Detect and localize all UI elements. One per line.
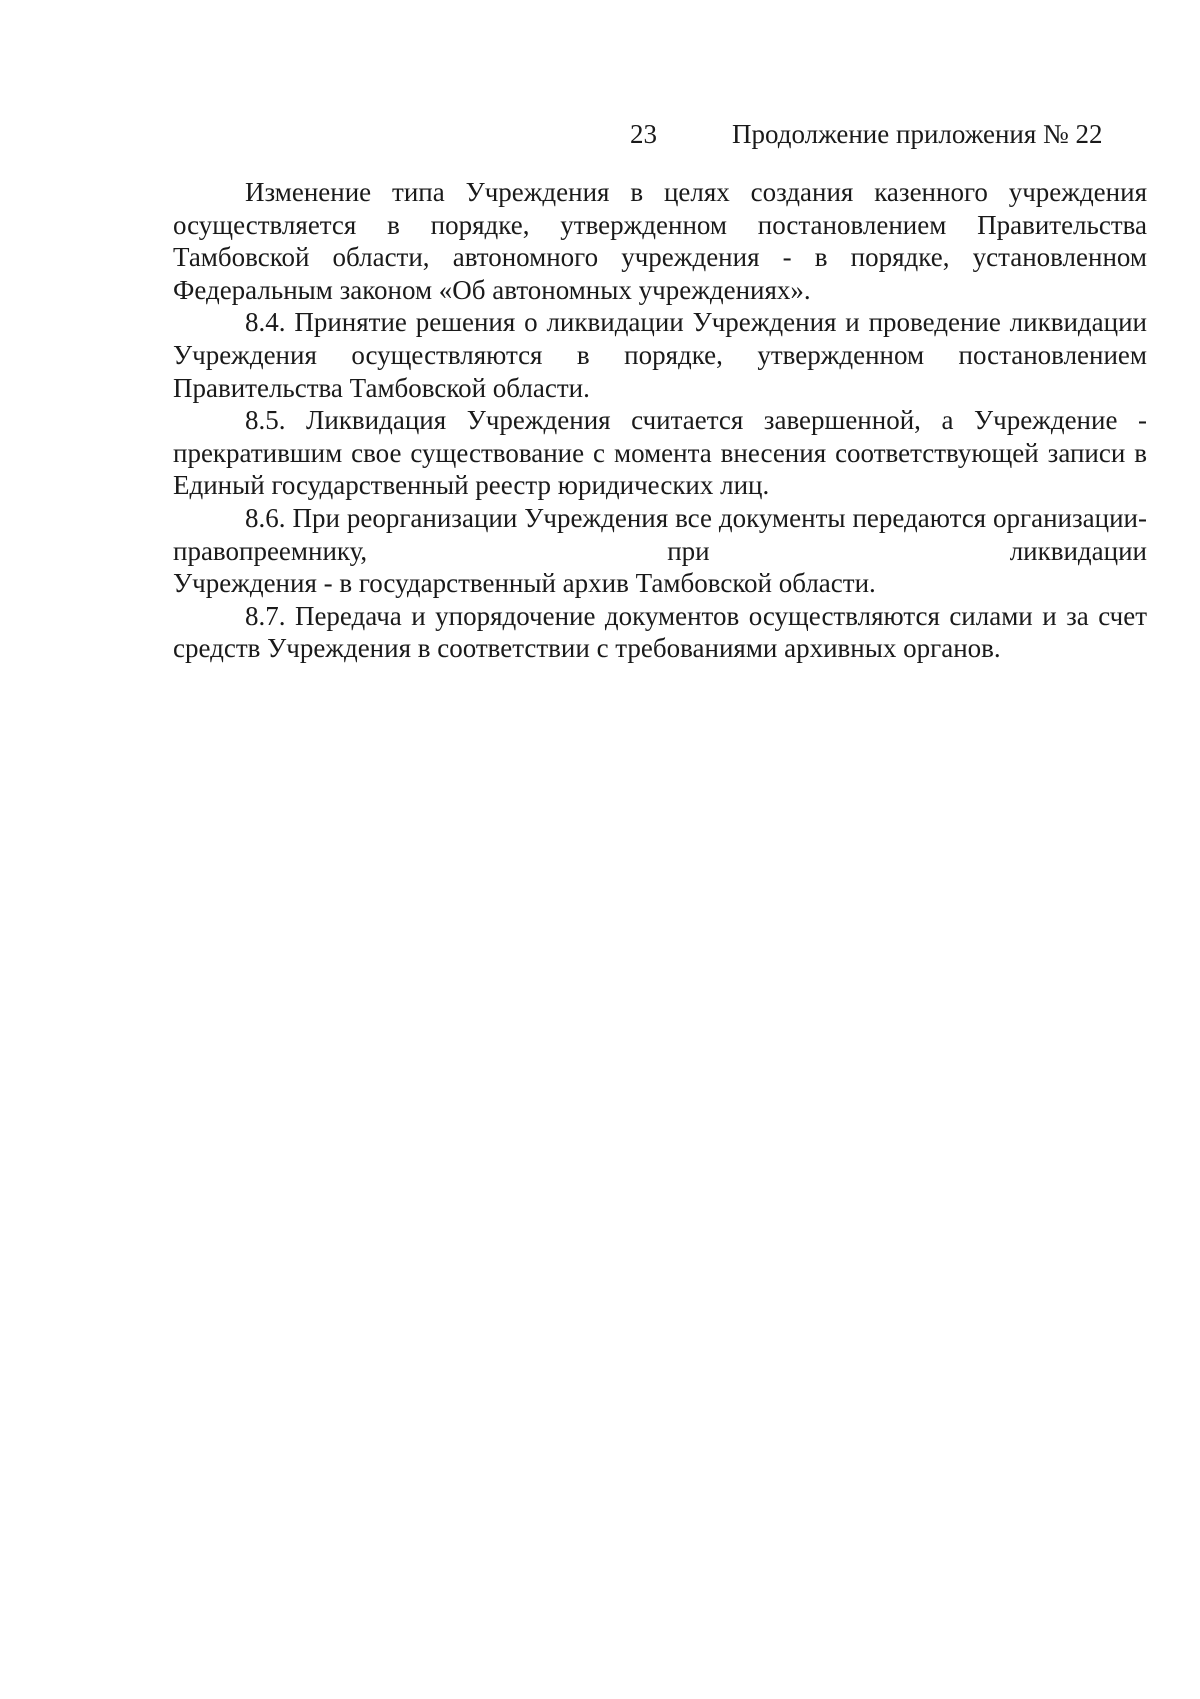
paragraph-8-5: 8.5. Ликвидация Учреждения считается завершенной, а Учреждение - прекратившим свое существование с момента внесения соответствующей записи в Единый государственный реестр юридических лиц. (173, 405, 1147, 501)
page-header (0, 114, 1200, 154)
paragraph-8-7: 8.7. Передача и упорядочение документов осуществляются силами и за счет средств Учреждения в соответствии с требованиями архивных органов. (173, 600, 1147, 664)
paragraph-8-6: 8.6. При реорганизации Учреждения все документы передаются организации-правопреемнику, при ликвидации (173, 502, 1147, 566)
document-body (173, 176, 1147, 665)
paragraph-8-4: 8.4. Принятие решения о ликвидации Учреждения и проведение ликвидации Учреждения осуществляются в порядке, утвержденном постановлением Правительства Тамбовской области. (173, 307, 1147, 403)
paragraph-type-change: Изменение типа Учреждения в целях создания казенного учреждения осуществляется в порядке, утвержденном постановлением Правительства Тамбовской области, автономного учреждения - в порядке, установленном Федеральным законом «Об автономных учреждениях». (173, 177, 1147, 305)
paragraph-8-6-continued: Учреждения - в государственный архив Тамбовской области. (173, 568, 876, 599)
page-number: 23 (630, 119, 657, 149)
appendix-caption: Продолжение приложения № 22 (732, 119, 1103, 149)
